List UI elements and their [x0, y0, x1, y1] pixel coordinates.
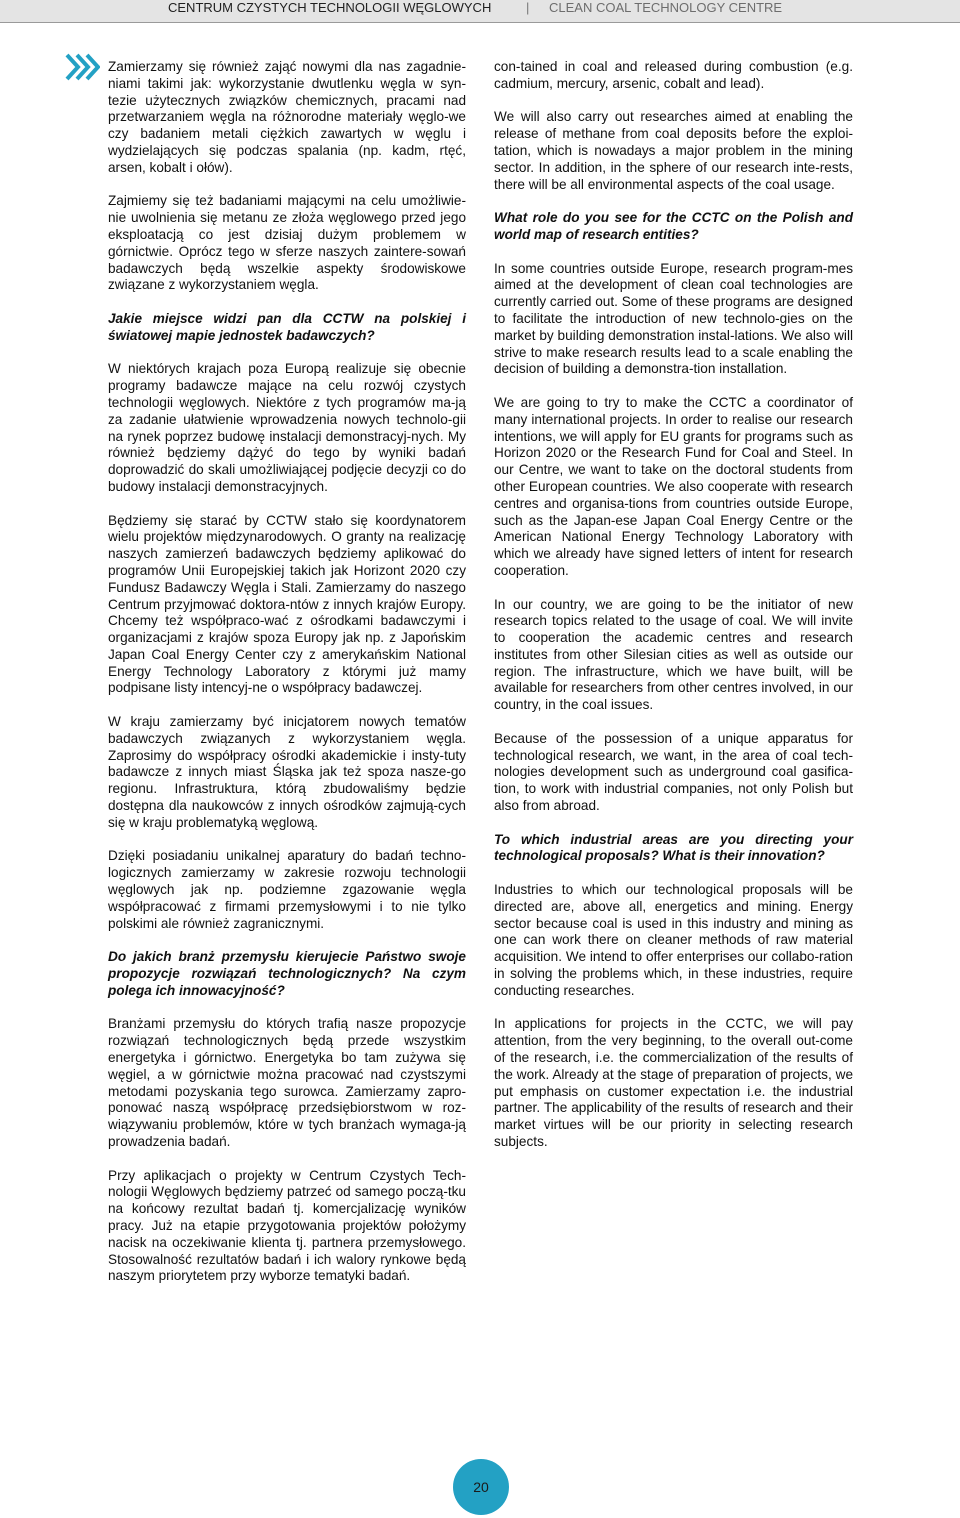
paragraph: con-tained in coal and released during combustion (e.g. cadmium, mercury, arsenic, cobalt and lead). [494, 59, 853, 91]
paragraph: In some countries outside Europe, research program-mes aimed at the development of clean coal technologies are currently carried out. Some of these programs are designed to facilitate the introduction of new technolo-gies on the market by building demonstration instal-lations. We also will strive to make research results lead to a scale enabling the decision of building a demonstra-tion installation. [494, 260, 853, 377]
paragraph: Industries to which our technological proposals will be directed are, above all, energetics and mining. Energy sector because coal is used in this industry and mining as one can work there on cleaner methods of raw material acquisition. We intend to offer enterprises our collabo-ration in solving the problems which, in these industries, require conducting researches. [494, 882, 853, 998]
interview-question: Jakie miejsce widzi pan dla CCTW na polskiej i światowej mapie jednostek badawczych? [108, 310, 466, 343]
paragraph: Because of the possession of a unique apparatus for technological research, we want, in the area of coal tech-nologies development such as underground coal gasifica-tion, to work with industrial companies, not only Polish but also from abroad. [494, 730, 853, 814]
paragraph: In our country, we are going to be the initiator of new research topics related to the usage of coal. We will invite to cooperation the academic centres and research institutes from other Silesian cities as well as outside our region. The infrastructure, which we have built, will be available for researchers from other centres involved, in our country, in the coal issues. [494, 596, 853, 713]
paragraph: Branżami przemysłu do których trafią nasze propozycje rozwiązań technologicznych będą przede wszystkim energetyka i górnictwo. Energetyka bo tam zużywa się węgiel, a w górnictwie można pracować nad czystszymi metodami pozyskania tego surowca. Zamierzamy zapro-ponować naszą współpracę przedsiębiorstwom w roz-wiązywaniu problemów, które w tych branżach wymaga-ją prowadzenia badań. [108, 1016, 466, 1149]
paragraph: Dzięki posiadaniu unikalnej aparatury do badań techno-logicznych zamierzamy w zakresie rozwoju technologii węglowych jak np. podziemne zgazowanie węgla współpracować z firmami przemysłowymi i to nie tylko polskimi ale również zagranicznymi. [108, 848, 466, 931]
interview-question: To which industrial areas are you directing your technological proposals? What is their innovation? [494, 831, 853, 864]
polish-column [108, 59, 466, 1302]
interview-question: Do jakich branż przemysłu kierujecie Państwo swoje propozycje rozwiązań technologicznych? Na czym polega ich innowacyjność? [108, 949, 466, 998]
header-title-english: CLEAN COAL TECHNOLOGY CENTRE [549, 0, 783, 15]
double-chevron-right-icon [64, 52, 100, 82]
paragraph: We will also carry out researches aimed at enabling the release of methane from coal deposits before the exploi-tation, which is nowadays a major problem in the mining sector. In addition, in the sphere of our research inte-rests, there will be all environmental aspects of the coal usage. [494, 109, 853, 192]
page-number-badge: 20 [453, 1459, 509, 1515]
running-header [0, 0, 960, 23]
paragraph: Zamierzamy się również zająć nowymi dla nas zagadnie-niami takimi jak: wykorzystanie dwutlenku węgla w syn-tezie użytecznych związków chemicznych, pracami nad przetwarzaniem węgla na różnorodne materiały węglo-we czy badaniem metali ciężkich zawartych w węglu i wydzielających się podczas spalania (np. kadm, rtęć, arsen, kobalt i ołów). [108, 59, 466, 175]
paragraph: Zajmiemy się też badaniami mającymi na celu umożliwie-nie uwolnienia się metanu ze złoża węglowego przed jego eksploatacją co jest dzisiaj dużym problemem w górnictwie. Oprócz tego w sferze naszych zaintere-sowań badawczych będą wszelkie aspekty środowiskowe związane z wykorzystaniem węgla. [108, 193, 466, 293]
interview-question: What role do you see for the CCTC on the Polish and world map of research entities? [494, 210, 853, 242]
paragraph: We are going to try to make the CCTC a coordinator of many international projects. In order to realise our research intentions, we will apply for EU grants for programs such as Horizon 2020 or the Research Fund for Coal and Steel. In our Centre, we want to take on the doctoral students from other European countries. We also cooperate with research centres and organisa-tions from countries outside Europe, such as the Japan-ese Japan Coal Energy Centre or the American National Energy Technology Laboratory with which we already have signed letters of intent for research cooperation. [494, 394, 853, 578]
header-title-polish: CENTRUM CZYSTYCH TECHNOLOGII WĘGLOWYCH [168, 0, 492, 15]
english-column [494, 59, 853, 1168]
paragraph: Przy aplikacjach o projekty w Centrum Czystych Tech-nologii Węglowych będziemy patrzeć od samego począ-tku na końcowy rezultat badań tj. komercjalizację wyników pracy. Już na etapie przygotowania projektów położymy nacisk na oczekiwanie klienta tj. partnera przemysłowego. Stosowalność rezultatów badań i ich walory rynkowe będą naszym priorytetem przy wyborze tematyki badań. [108, 1167, 466, 1284]
paragraph: W niektórych krajach poza Europą realizuje się obecnie programy badawcze mające na celu rozwój czystych technologii węglowych. Niektóre z tych programów ma-ją za zadanie ułatwienie wprowadzenia nowych technolo-gii na rynek poprzez budowę instalacji demonstracyj-nych. My również będziemy dążyć do tego by wyniki badań doprowadzić do skali umożliwiającej podjęcie decyzji co do budowy instalacji demonstracyjnych. [108, 361, 466, 494]
paragraph: W kraju zamierzamy być inicjatorem nowych tematów badawczych związanych z wykorzystaniem węgla. Zaprosimy do współpracy ośrodki akademickie i insty-tuty badawcze z innych miast Śląska jak też spoza nasze-go regionu. Infrastruktura, którą zbudowaliśmy będzie dostępna dla naukowców z innych ośrodków zajmują-cych się w kraju problematyką węglową. [108, 714, 466, 830]
header-separator: | [526, 0, 530, 15]
paragraph: Będziemy się starać by CCTW stało się koordynatorem wielu projektów międzynarodowych. O granty na realizację naszych zamierzeń badawczych będziemy aplikować do programów Unii Europejskiej takich jak Horizont 2020 czy Fundusz Badawczy Węgla i Stali. Zamierzamy do naszego Centrum przyjmować doktora-ntów z innych krajów Europy. Chcemy też współpraco-wać z ośrodkami badawczymi i organizacjami z krajów spoza Europy jak np. z Japońskim Japan Coal Energy Center czy z amerykańskim National Energy Technology Laboratory z którymi już mamy podpisane listy intencyj-ne o współpracy badawczej. [108, 512, 466, 696]
paragraph: In applications for projects in the CCTC, we will pay attention, from the very beginning, to the overall out-come of the research, i.e. the commercialization of the results of the work. Already at the stage of preparation of projects, we put emphasis on customer expectation i.e. the industrial partner. The applicability of the results of research and their market virtues will be our priority in selecting research subjects. [494, 1016, 853, 1149]
